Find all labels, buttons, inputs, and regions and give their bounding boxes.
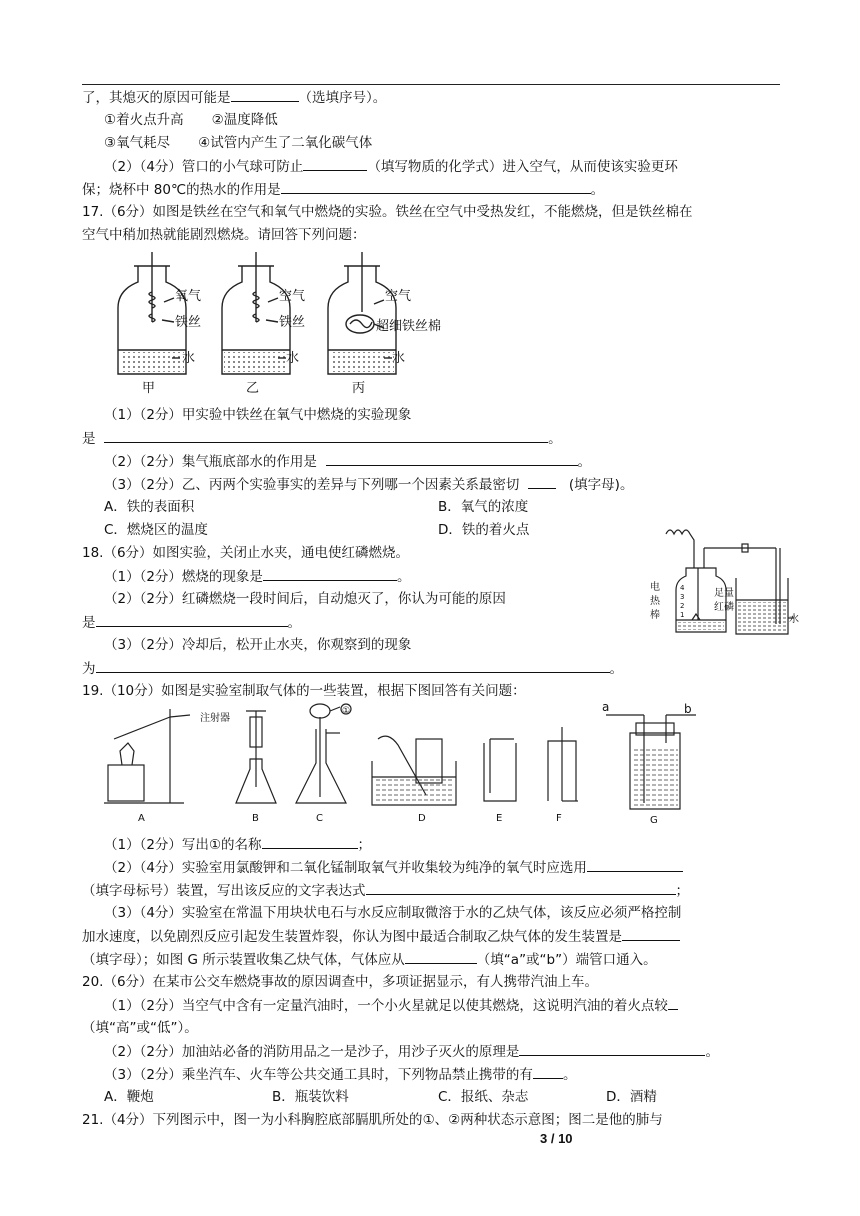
q19-text: 的名称 — [221, 837, 262, 853]
answer-blank[interactable] — [587, 857, 683, 872]
q20-part1 — [104, 995, 678, 1016]
q20-text: 。 — [705, 1044, 719, 1060]
answer-blank[interactable] — [281, 179, 591, 194]
label-water: 水 — [182, 351, 196, 366]
page-number: 3 / 10 — [540, 1131, 573, 1146]
q19-part2 — [104, 857, 683, 878]
q21-stem — [82, 1110, 663, 1130]
q17-part2 — [104, 451, 591, 472]
label-B: B — [252, 813, 259, 824]
option-1: ①着火点升高 — [104, 112, 184, 128]
q16-options-row1 — [104, 110, 278, 130]
q17-part1-cont — [82, 428, 562, 449]
label-bing: 丙 — [352, 381, 366, 396]
q17-text: 是 — [82, 431, 96, 447]
q17-part1: （1）（2分）甲实验中铁丝在氧气中燃烧的实验现象 — [104, 407, 412, 423]
answer-blank[interactable] — [533, 1064, 563, 1079]
q18-stem: 18.（6分）如图实验，关闭止水夹，通电使红磷燃烧。 — [82, 545, 410, 561]
q18-text: 为 — [82, 661, 96, 677]
label-steel-wool: 超细铁丝棉 — [376, 319, 442, 334]
q20-option-a: A．鞭炮 — [104, 1089, 154, 1105]
answer-blank[interactable] — [528, 474, 556, 489]
q16-text: 。 — [590, 182, 605, 198]
q17-option-c: C．燃烧区的温度 — [104, 522, 208, 538]
scale-3: 3 — [680, 593, 685, 601]
q17-part3 — [104, 474, 633, 495]
q17-text: 。 — [548, 431, 562, 447]
label-iron-wire: 铁丝 — [175, 315, 202, 330]
label-oxygen: 氧气 — [175, 289, 202, 304]
q19-part3-cont — [82, 926, 680, 947]
q19-text: （2）（4分）实验室用氯酸钾和二氧化锰制取氧气并收集较为纯净的氧气时应选用 — [104, 860, 587, 876]
option-2: ②温度降低 — [211, 112, 278, 128]
label-G: G — [650, 815, 658, 826]
circled-2: ② — [448, 1112, 461, 1128]
q18-text: 。 — [287, 615, 301, 631]
q17-text: (填字母)。 — [568, 477, 634, 493]
q18-text: 是 — [82, 615, 96, 631]
q17-option-a: A．铁的表面积 — [104, 499, 195, 515]
answer-blank[interactable] — [96, 658, 610, 673]
option-4: ④试管内产生了二氧化碳气体 — [198, 135, 373, 151]
q18-figure — [648, 520, 798, 640]
circled-1: ① — [208, 837, 222, 853]
q18-part3-cont — [82, 658, 623, 679]
q20-text: （2）（2分）加油站必备的消防用品之一是沙子，用沙子灭火的原理是 — [104, 1044, 520, 1060]
answer-blank[interactable] — [519, 1041, 705, 1056]
q19-text: ； — [675, 883, 689, 899]
answer-blank[interactable] — [326, 451, 578, 466]
label-water: 水 — [286, 351, 300, 366]
q16-text: （2）（4分）管口的小气球可防止 — [104, 159, 304, 175]
label-ample: 足量 — [714, 588, 734, 599]
q19-part3: （3）（4分）实验室在常温下用块状电石与水反应制取微溶于水的乙炔气体，该反应必须严格控制 — [104, 905, 682, 921]
label-jia: 甲 — [142, 381, 156, 396]
label-yi: 乙 — [246, 381, 260, 396]
label-syringe: 注射器 — [200, 713, 230, 724]
label-b: b — [684, 702, 692, 716]
q18-part2-cont — [82, 612, 301, 633]
q21-text: 两种状态示意图；图二是他的肺与 — [460, 1112, 663, 1128]
label-A: A — [138, 813, 145, 824]
q17-text: （2）（2分）集气瓶底部水的作用是 — [104, 454, 317, 470]
q16-line1 — [82, 87, 386, 108]
q19-stem: 19.（10分）如图是实验室制取气体的一些装置，根据下图回答有关问题： — [82, 683, 526, 699]
q16-text: （填写物质的化学式）进入空气，从而使该实验更环 — [367, 159, 678, 175]
q17-text: （3）（2分）乙、丙两个实验事实的差异与下列哪一个因素关系最密切 — [104, 477, 520, 493]
label-air: 空气 — [385, 289, 412, 304]
q20-text: 。 — [562, 1067, 577, 1083]
q18-part1 — [104, 566, 410, 587]
q20-option-b: B．瓶装饮料 — [272, 1089, 349, 1105]
scale-4: 4 — [680, 584, 685, 592]
label-a: a — [602, 700, 610, 714]
answer-blank[interactable] — [405, 949, 477, 964]
circled-1: ① — [422, 1112, 435, 1128]
q17-figure — [112, 250, 442, 398]
q17-stem2: 空气中稍加热就能剧烈燃烧。请回答下列问题： — [82, 227, 366, 243]
q19-figure — [100, 700, 700, 827]
q17-option-b: B．氧气的浓度 — [438, 499, 529, 515]
q20-option-d: D．酒精 — [606, 1089, 657, 1105]
q21-text: 21.（4分）下列图示中，图一为小科胸腔底部膈肌所处的 — [82, 1112, 423, 1128]
q20-part2 — [104, 1041, 719, 1062]
q20-text: （1）（2分）当空气中含有一定量汽油时，一个小火星就足以使其燃烧，这说明汽油的着火点较 — [104, 998, 668, 1014]
label-E: E — [496, 813, 503, 824]
q19-part2-cont — [82, 880, 689, 901]
label-air: 空气 — [279, 289, 306, 304]
q18-text: （1）（2分）燃烧的现象是 — [104, 569, 263, 585]
q18-text: 。 — [609, 661, 623, 677]
scale-1: 1 — [680, 611, 685, 619]
label-rod-1: 电 — [650, 582, 660, 593]
label-mark-1: ① — [342, 706, 351, 716]
q16-text: 保；烧杯中 80℃的热水的作用是 — [82, 182, 281, 198]
q20-part1-cont: （填“高”或“低”）。 — [82, 1020, 198, 1036]
label-water: 水 — [392, 351, 406, 366]
q20-part3 — [104, 1064, 576, 1085]
q21-text: 、 — [434, 1112, 449, 1128]
q20-stem: 20.（6分）在某市公交车燃烧事故的原因调查中，多项证据显示，有人携带汽油上车。 — [82, 974, 599, 990]
q16-options-row2 — [104, 133, 372, 153]
q17-stem1: 17.（6分）如图是铁丝在空气和氧气中燃烧的实验。铁丝在空气中受热发红，不能燃烧，但是铁丝棉在 — [82, 204, 693, 220]
q16-part2 — [104, 156, 678, 177]
header-rule — [82, 84, 780, 85]
answer-blank[interactable] — [303, 156, 367, 171]
label-rod-3: 棒 — [650, 610, 660, 621]
answer-blank[interactable] — [366, 880, 676, 895]
q19-text: 加水速度，以免剧烈反应引起发生装置炸裂，你认为图中最适合制取乙炔气体的发生装置是 — [82, 929, 622, 945]
q19-text: （填字母）；如图 G 所示装置收集乙炔气体，气体应从 — [82, 952, 405, 968]
label-rod-2: 热 — [650, 596, 660, 607]
label-iron-wire: 铁丝 — [279, 315, 306, 330]
q20-text: （3）（2分）乘坐汽车、火车等公共交通工具时，下列物品禁止携带的有 — [104, 1067, 533, 1083]
q18-part3: （3）（2分）冷却后，松开止水夹，你观察到的现象 — [104, 637, 412, 653]
answer-blank[interactable] — [622, 926, 680, 941]
q20-option-c: C．报纸、杂志 — [438, 1089, 529, 1105]
q18-part2: （2）（2分）红磷燃烧一段时间后，自动熄灭了，你认为可能的原因 — [104, 591, 506, 607]
label-red-phosphorus: 红磷 — [714, 602, 734, 613]
label-F: F — [556, 813, 562, 824]
answer-blank[interactable] — [263, 566, 397, 581]
scale-2: 2 — [680, 602, 685, 610]
label-C: C — [316, 813, 323, 824]
q16-text: （选填序号）。 — [298, 90, 387, 106]
answer-blank[interactable] — [231, 87, 299, 102]
label-D: D — [418, 813, 426, 824]
label-water: 水 — [789, 614, 799, 625]
q19-text: ； — [357, 837, 372, 853]
option-3: ③氧气耗尽 — [104, 135, 171, 151]
q19-text: （填字母标号）装置，写出该反应的文字表达式 — [82, 883, 366, 899]
q19-part1 — [104, 834, 371, 855]
q17-option-d: D．铁的着火点 — [438, 522, 530, 538]
q19-text: （填“a”或“b”）端管口通入。 — [476, 952, 657, 968]
answer-blank[interactable] — [262, 834, 358, 849]
q17-text: 。 — [577, 454, 592, 470]
q18-text: 。 — [396, 569, 411, 585]
q19-part3-cont2 — [82, 949, 657, 970]
q19-text: （1）（2分）写出 — [104, 837, 209, 853]
answer-blank[interactable] — [96, 612, 288, 627]
q16-part2-cont — [82, 179, 604, 200]
answer-blank[interactable] — [104, 428, 548, 443]
q16-text: 了，其熄灭的原因可能是 — [82, 90, 231, 106]
answer-blank[interactable] — [668, 995, 678, 1010]
